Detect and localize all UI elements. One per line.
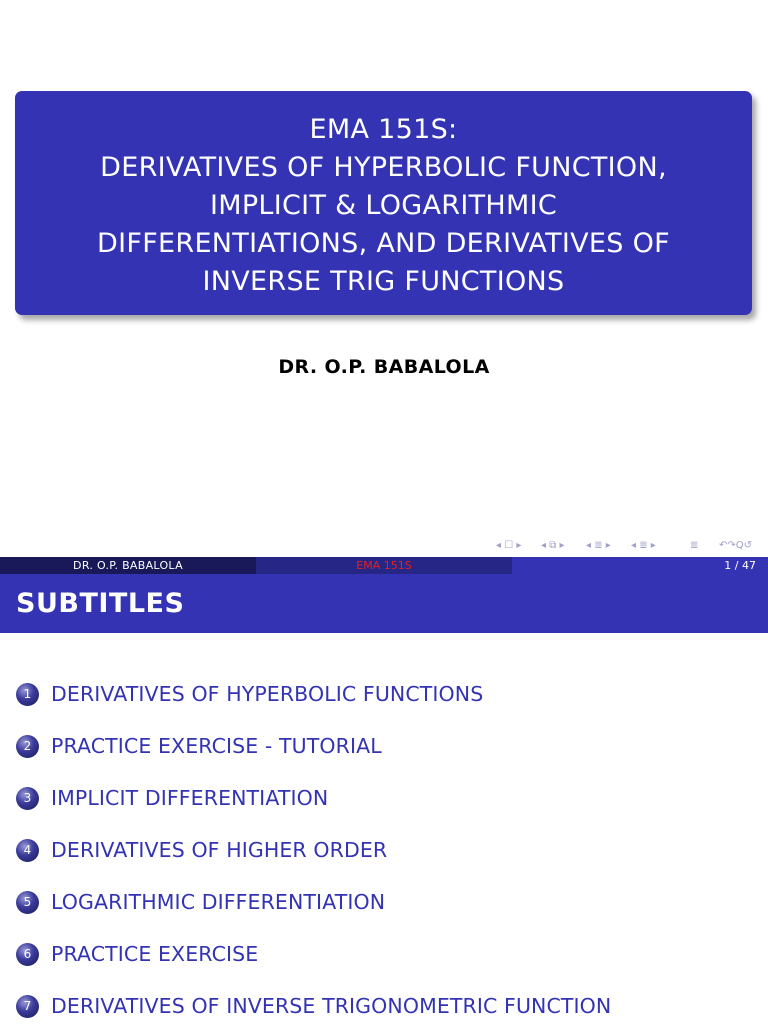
toc-item[interactable] [16,939,258,969]
footer-author: DR. O.P. BABALOLA [0,557,256,574]
title-line: DIFFERENTIATIONS, AND DERIVATIVES OF [97,228,670,259]
footer-page-box [512,557,768,574]
number-ball-icon: 7 [16,995,39,1018]
toc-item-label: DERIVATIVES OF HYPERBOLIC FUNCTIONS [51,682,484,706]
toc-item[interactable] [16,887,385,917]
nav-section-icon[interactable]: ◂ ≣ ▸ [586,540,611,551]
number-ball-icon: 1 [16,683,39,706]
toc-item-label: DERIVATIVES OF INVERSE TRIGONOMETRIC FUNCTION [51,994,612,1018]
number-ball-icon: 4 [16,839,39,862]
toc-item[interactable] [16,731,382,761]
page-number: 1 / 47 [724,559,756,572]
frame-title: SUBTITLES [16,588,185,619]
title-line: DERIVATIVES OF HYPERBOLIC FUNCTION, [100,152,667,183]
toc-item-label: LOGARITHMIC DIFFERENTIATION [51,890,386,914]
toc-item[interactable] [16,783,328,813]
number-ball-icon: 5 [16,891,39,914]
number-ball-icon: 3 [16,787,39,810]
toc-item-label: IMPLICIT DIFFERENTIATION [51,786,329,810]
title-line: INVERSE TRIG FUNCTIONS [202,266,565,297]
frame-title-bar [0,574,768,633]
number-ball-icon: 2 [16,735,39,758]
title-line: EMA 151S: [309,114,458,145]
toc-item[interactable] [16,679,483,709]
author-name: DR. O.P. BABALOLA [278,356,490,378]
toc-item-label: DERIVATIVES OF HIGHER ORDER [51,838,388,862]
toc-item-label: PRACTICE EXERCISE [51,942,259,966]
toc-item[interactable] [16,835,387,865]
footer-course: EMA 151S [256,557,512,574]
nav-search-icon[interactable]: ↶↷Q↺ [719,540,753,551]
title-line: IMPLICIT & LOGARITHMIC [209,190,558,221]
number-ball-icon: 6 [16,943,39,966]
nav-subsection-icon[interactable]: ◂ ⧉ ▸ [541,540,565,551]
toc-item-label: PRACTICE EXERCISE - TUTORIAL [51,734,382,758]
toc-item[interactable] [16,991,611,1021]
nav-frame-icon[interactable]: ◂ ☐ ▸ [496,540,522,551]
nav-subsection-list-icon[interactable]: ◂ ≣ ▸ [631,540,656,551]
nav-align-icon[interactable]: ≣ [690,540,699,551]
footline [0,557,768,574]
title-block [15,91,752,315]
